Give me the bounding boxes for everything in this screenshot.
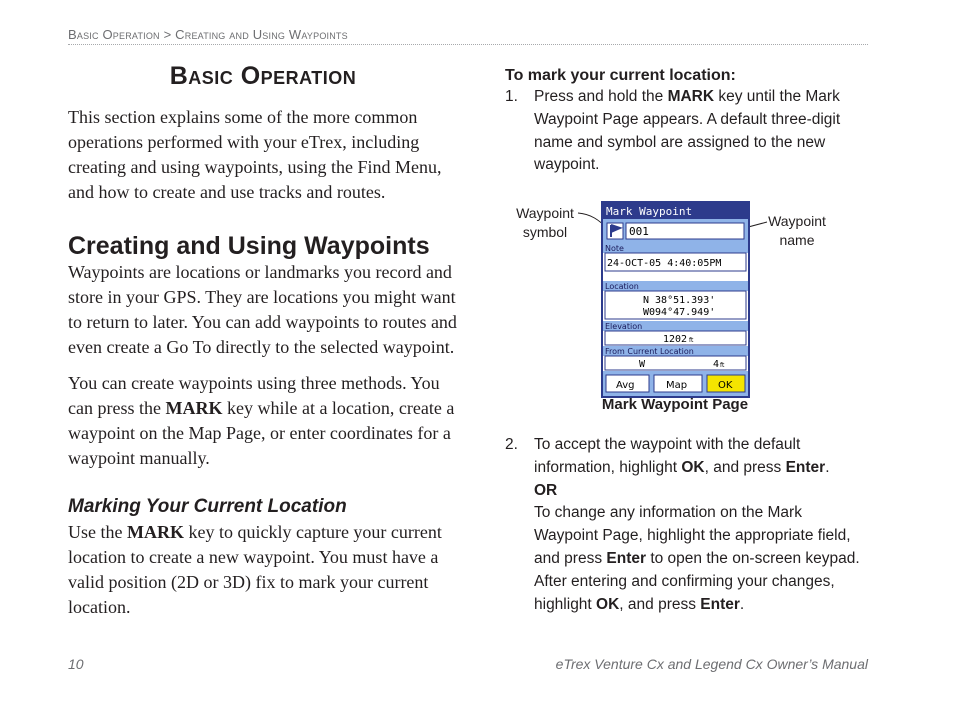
enter-term: Enter [785, 458, 826, 476]
screen-title: Mark Waypoint [606, 205, 693, 218]
marking-text-b: key to quickly capture your current location to create a new waypoint. You must have a valid position (2D or 3D) fix to mark your current location. [68, 522, 442, 617]
step2-text-g: . [739, 595, 745, 613]
elevation-value: 1202 [663, 334, 688, 345]
section-title: Basic Operation [169, 62, 357, 90]
methods-text-b: key while at a location, create a waypoint on the Map Page, or enter coordinates for a waypoint manually. [68, 398, 455, 468]
intro-paragraph: This section explains some of the more common operations performed with your eTrex, including creating and using waypoints, using the Find Menu, and how to create and use tracks and routes. [68, 107, 442, 202]
methods-text-a: You can create waypoints using three methods. You can press the [68, 373, 440, 418]
step-text [534, 86, 869, 177]
step1-text-b: key until the Mark Waypoint Page appears. A default three-digit name and symbol are assigned to the new waypoint. [534, 88, 841, 174]
marking-text-a: Use the [68, 522, 127, 542]
breadcrumb-separator: > [163, 27, 172, 42]
step2-text-a: To accept the waypoint with the default information, highlight [534, 436, 801, 476]
ok-term: OK [596, 595, 620, 613]
gps-screen-graphic [603, 203, 748, 396]
left-column [68, 62, 458, 620]
from-label: From Current Location [605, 347, 694, 356]
mark-key: MARK [667, 88, 715, 105]
from-unit: ft [720, 362, 725, 369]
breadcrumb [68, 27, 348, 42]
step2-text-b: , and press [704, 458, 786, 476]
step-2 [505, 434, 869, 616]
step1-text-a: Press and hold the [534, 88, 668, 105]
note-value: 24-OCT-05 4:40:05PM [607, 258, 722, 269]
step-number: 2. [505, 436, 518, 453]
step2-text-e: to open the on-screen keypad. After entering and confirming your changes, highlight [534, 549, 860, 613]
longitude-value: W094°47.949' [643, 307, 716, 318]
procedure-heading: To mark your current location: [505, 67, 736, 84]
breadcrumb-section: Basic Operation [68, 27, 160, 42]
step2-text-f: , and press [619, 595, 701, 613]
waypoint-name-value: 001 [629, 225, 649, 238]
latitude-value: N 38°51.393' [643, 295, 716, 306]
or-separator: OR [534, 481, 558, 499]
figure-caption: Mark Waypoint Page [601, 396, 749, 413]
from-distance: 4 [713, 359, 720, 370]
note-band [603, 243, 748, 253]
label-line: symbol [522, 224, 568, 240]
step-text [534, 434, 869, 616]
heading-creating-waypoints: Creating and Using Waypoints [68, 232, 430, 260]
heading-marking-location: Marking Your Current Location [68, 496, 347, 517]
marking-paragraph [68, 520, 458, 620]
breadcrumb-page: Creating and Using Waypoints [175, 27, 348, 42]
from-direction: W [639, 359, 646, 370]
header-divider [68, 44, 868, 45]
methods-paragraph [68, 371, 458, 471]
enter-term: Enter [700, 595, 740, 613]
mark-waypoint-figure [505, 200, 869, 420]
step2-text-c: . [825, 458, 830, 476]
location-label: Location [605, 282, 639, 291]
mark-key: MARK [126, 522, 184, 542]
elevation-unit: ft [689, 337, 694, 344]
ok-term: OK [681, 458, 705, 476]
step-1 [505, 86, 869, 177]
note-label: Note [605, 244, 624, 253]
page-number: 10 [68, 656, 84, 672]
step-2-block [505, 434, 869, 616]
waypoints-paragraph: Waypoints are locations or landmarks you record and store in your GPS. They are locations you might want to return to later. You can add waypoints to routes and even create a Go To directly to the selected waypoint. [68, 262, 457, 357]
step2-text-d: To change any information on the Mark Waypoint Page, highlight the appropriate field, and press [534, 504, 851, 567]
label-line: name [779, 232, 815, 248]
from-box [605, 356, 746, 370]
label-line: Waypoint [516, 205, 574, 221]
manual-title: eTrex Venture Cx and Legend Cx Owner’s Manual [555, 656, 868, 672]
mark-key: MARK [165, 398, 223, 418]
enter-term: Enter [606, 549, 647, 567]
label-line: Waypoint [768, 213, 826, 229]
gps-screen [601, 201, 750, 398]
step-number: 1. [505, 88, 518, 105]
elevation-label: Elevation [605, 322, 643, 331]
ok-button-label: OK [718, 380, 733, 391]
right-column [505, 66, 869, 177]
map-button-label: Map [666, 380, 688, 391]
avg-button-label: Avg [616, 380, 635, 391]
